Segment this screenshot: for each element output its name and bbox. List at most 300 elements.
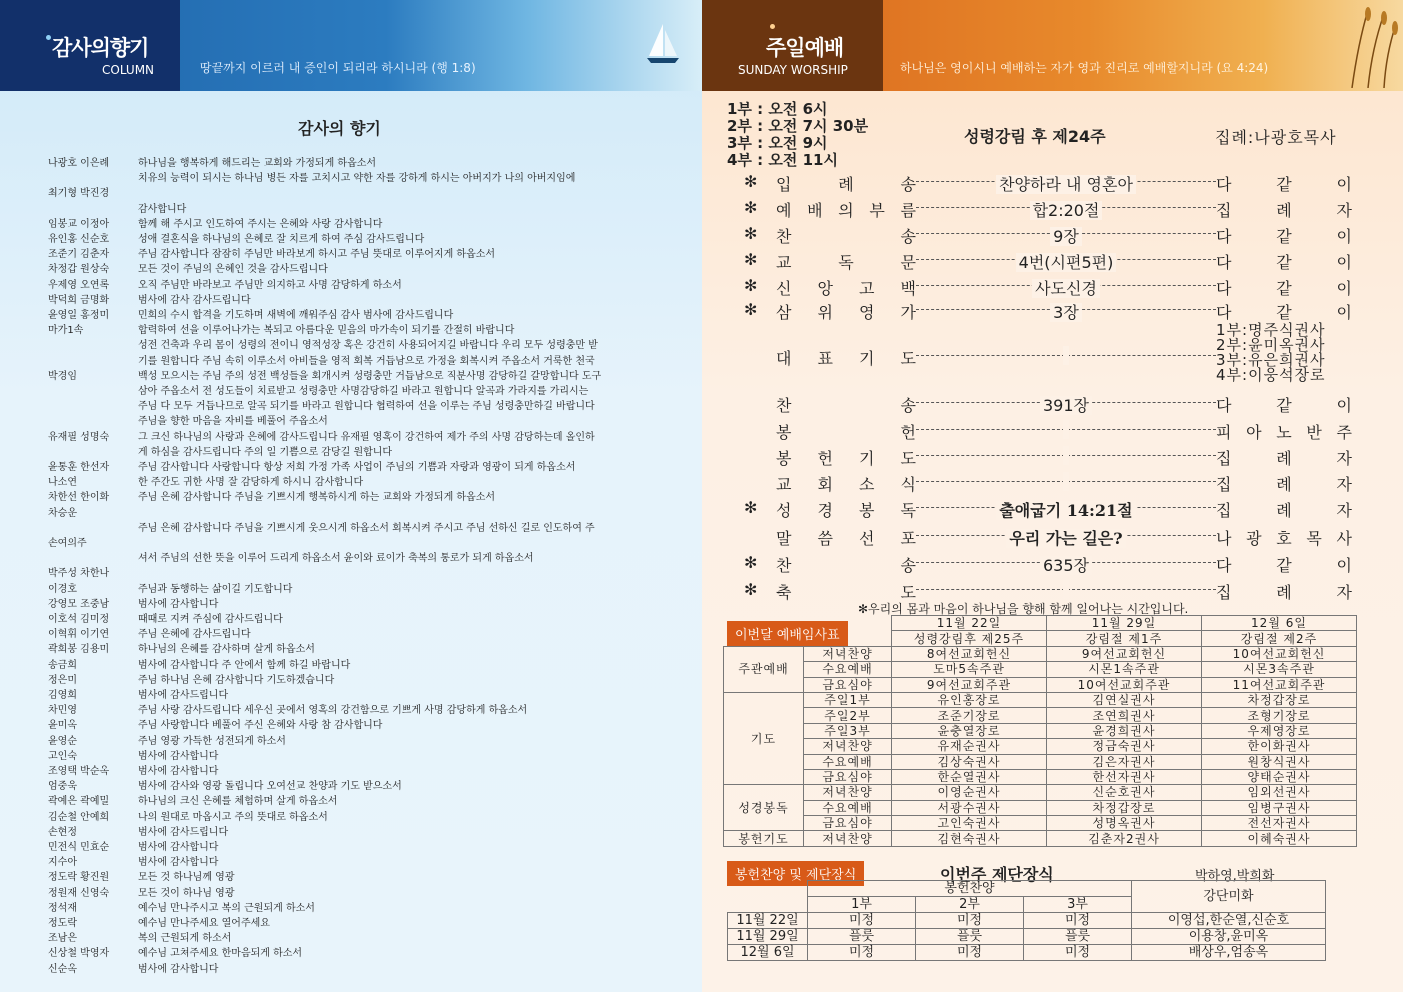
worship-subtitle: SUNDAY WORSHIP [738, 63, 848, 77]
order-name: 교 독 문 [776, 253, 916, 272]
giver-names: 송금희 [48, 659, 77, 671]
giver-names: 박주성 차한나 [48, 568, 110, 580]
thanks-message: 범사에 감사합니다 [138, 766, 219, 777]
giver-names: 조준기 김춘자 [48, 249, 110, 261]
order-content-wrap [916, 553, 1216, 576]
schedule-cell: 도마5속주관 [892, 662, 1047, 677]
thanks-message: 복의 근원되게 하소서 [138, 933, 232, 945]
giver-names: 신상철 박영자 [48, 948, 110, 960]
schedule-row [724, 677, 1357, 692]
schedule-cell: 조형기장로 [1202, 708, 1357, 723]
giver-names: 유재필 성명숙 [48, 431, 110, 443]
schedule-cell: 한선자권사 [1047, 769, 1202, 784]
column-title: 감사의향기 [52, 36, 149, 60]
flowers-cell: 플룻 [808, 929, 916, 945]
thanks-message: 셔서 주님의 선한 뜻을 이루어 드리게 하옵소서 윤이와 료이가 축복의 통로가 되게 하옵소서 [138, 553, 534, 565]
schedule-service: 금요심야 [804, 816, 892, 831]
schedule-group: 기도 [724, 692, 804, 784]
flowers-row [728, 945, 1326, 961]
flowers-names: 박하영,박희화 [1195, 869, 1275, 884]
thanks-message: 백성 모으시는 주님 주의 성전 백성들을 회개시켜 성령충만 거듭남으로 직분사명 감당하길 갈망합니다 도구 [138, 370, 602, 382]
schedule-cell: 유인홍장로 [892, 692, 1047, 707]
worship-badge [702, 0, 883, 91]
order-content: 391장 [1040, 396, 1092, 415]
schedule-cell: 조준기장로 [892, 708, 1047, 723]
schedule-date: 11월 29일 [1047, 616, 1202, 631]
flowers-table [727, 880, 1326, 961]
thanks-message: 나의 원대로 마옵시고 주의 뜻대로 하옵소서 [138, 811, 328, 823]
schedule-service: 저녁찬양 [804, 831, 892, 846]
flowers-cell: 미정 [916, 913, 1024, 929]
schedule-cell: 김은자권사 [1047, 754, 1202, 769]
order-person: 집 례 자 [1216, 201, 1352, 220]
schedule-cell: 고인숙권사 [892, 816, 1047, 831]
thanks-message: 범사에 감사합니다 [138, 750, 219, 762]
order-content [1063, 346, 1069, 365]
giver-names: 차정갑 원상숙 [48, 264, 110, 276]
giver-names: 나광호 이은례 [48, 158, 110, 169]
schedule-row [724, 692, 1357, 707]
giver-names: 이호석 김미정 [48, 614, 110, 625]
order-name: 봉 헌 [776, 423, 916, 442]
giver-names: 엄중욱 [48, 781, 77, 793]
thanks-message: 삼아 주옵소서 전 성도들이 치료받고 성령충만 사명감당하길 바라고 원합니다 알곡과 가라지를 가리시는 [138, 386, 589, 397]
order-content-wrap [916, 276, 1216, 299]
schedule-cell: 원창식권사 [1202, 754, 1357, 769]
order-person: 집 례 자 [1216, 501, 1352, 520]
thanks-message: 하나님의 크신 은혜를 체험하며 살게 하옵소서 [138, 796, 338, 808]
flowers-cell: 플룻 [916, 929, 1024, 945]
order-name: 대 표 기 도 [776, 349, 916, 368]
schedule-service: 주일3부 [804, 723, 892, 738]
thanks-message: 범사에 감사합니다 [138, 842, 219, 853]
flowers-cell: 플룻 [1024, 929, 1132, 945]
giver-names: 정도락 [48, 918, 77, 929]
thanks-message: 때때로 지켜 주심에 감사드립니다 [138, 614, 283, 625]
column-badge [0, 0, 180, 91]
service-time: 2부 : 오전 7시 30분 [727, 117, 869, 135]
star-icon: ✻ [744, 172, 758, 191]
schedule-tag: 이번달 예배임사표 [727, 621, 848, 646]
order-name: 찬 송 [776, 556, 916, 575]
order-content-wrap [916, 224, 1216, 247]
thanks-message: 예수님 만나주세요 열어주세요 [138, 918, 270, 929]
flowers-tag: 봉헌찬양 및 제단장식 [727, 861, 864, 886]
schedule-cell: 김춘자2권사 [1047, 831, 1202, 846]
schedule-date: 11월 22일 [892, 616, 1047, 631]
giver-names: 곽예은 곽예밀 [48, 796, 110, 808]
schedule-cell: 유재순권사 [892, 739, 1047, 754]
schedule-week: 강림절 제1주 [1047, 631, 1202, 646]
order-content-wrap [916, 580, 1216, 599]
order-content-wrap [916, 172, 1216, 195]
order-content: 9장 [1050, 227, 1082, 246]
giver-names: 손여의주 [48, 538, 87, 549]
order-content: 635장 [1040, 556, 1092, 575]
order-person: 집 례 자 [1216, 583, 1352, 602]
star-icon: ✻ [744, 580, 758, 599]
order-content: 사도신경 [1032, 279, 1100, 298]
schedule-row [724, 816, 1357, 831]
thanks-message: 예수님 만나주시고 복의 근원되게 하소서 [138, 902, 315, 914]
giver-names: 유인홍 신순호 [48, 234, 110, 245]
schedule-cell: 10여선교회주관 [1047, 677, 1202, 692]
column-header [0, 0, 702, 91]
officiant: 집례:나광호목사 [1215, 128, 1337, 147]
column-subtitle: COLUMN [102, 63, 155, 77]
order-row [740, 172, 1360, 194]
thanks-message: 범사에 감사합니다 [138, 963, 219, 975]
thanks-message: 예수님 고쳐주세요 한마음되게 하소서 [138, 948, 303, 960]
schedule-cell: 김상숙권사 [892, 754, 1047, 769]
schedule-week: 강림절 제2주 [1202, 631, 1357, 646]
schedule-group: 성경봉독 [724, 785, 804, 831]
order-row [740, 250, 1360, 272]
schedule-row [724, 831, 1357, 846]
column-heading: 감사의 향기 [298, 119, 381, 138]
flowers-title: 이번주 제단장식 [940, 865, 1054, 884]
schedule-week: 성령강림후 제25주 [892, 631, 1047, 646]
schedule-cell: 8여선교회헌신 [892, 646, 1047, 661]
schedule-cell: 이혜숙권사 [1202, 831, 1357, 846]
prayer-leader: 3부:유은희권사 [1216, 351, 1326, 369]
giver-names: 차민영 [48, 705, 77, 717]
schedule-date: 12월 6일 [1202, 616, 1357, 631]
thanks-message: 모든 것 하나님께 영광 [138, 872, 235, 884]
schedule-row [724, 785, 1357, 800]
worship-verse: 하나님은 영이시니 예배하는 자가 영과 진리로 예배할지니라 (요 4:24) [900, 61, 1269, 75]
flowers-deco: 이영섭,한순열,신순호 [1132, 913, 1326, 929]
thanks-message: 민희의 수시 합격을 기도하며 새벽에 깨워주심 감사 범사에 감사드립니다 [138, 310, 454, 321]
thanks-message: 모든 것이 하나님 영광 [138, 887, 235, 899]
giver-names: 조영택 박순옥 [48, 766, 110, 777]
service-time: 4부 : 오전 11시 [727, 151, 838, 169]
order-person: 다 같 이 [1216, 175, 1352, 194]
thanks-message: 범사에 감사합니다 [138, 598, 219, 610]
schedule-cell: 서광수권사 [892, 800, 1047, 815]
giver-names: 신순옥 [48, 963, 77, 975]
star-icon: ✻ [744, 250, 758, 269]
order-content: 합2:20절 [1030, 201, 1103, 220]
star-icon: ✻ [744, 498, 758, 517]
giver-names: 김순철 안예희 [48, 811, 110, 823]
star-icon: ✻ [744, 553, 758, 572]
schedule-row [724, 800, 1357, 815]
order-content-wrap [916, 346, 1216, 365]
service-time: 3부 : 오전 9시 [727, 134, 828, 152]
star-icon: ✻ [744, 224, 758, 243]
order-row [740, 580, 1360, 602]
flowers-cell: 미정 [1024, 913, 1132, 929]
schedule-cell: 차정갑장로 [1202, 692, 1357, 707]
order-content-wrap [916, 472, 1216, 491]
order-content: 출애굽기 14:21절 [996, 501, 1135, 520]
flowers-date: 11월 22일 [728, 913, 808, 929]
order-person: 다 같 이 [1216, 556, 1352, 575]
giver-names: 이경호 [48, 583, 77, 595]
schedule-service: 수요예배 [804, 754, 892, 769]
schedule-service: 주일1부 [804, 692, 892, 707]
order-row [740, 420, 1360, 442]
schedule-cell: 시몬3속주관 [1202, 662, 1357, 677]
order-row [740, 224, 1360, 246]
order-name: 신 앙 고 백 [776, 279, 916, 298]
thanks-message: 범사에 감사합니다 [138, 857, 219, 869]
thanks-message: 게 하심을 감사드립니다 주의 일 기쁨으로 감당길 원합니다 [138, 446, 393, 458]
thanks-message: 주님을 향한 마음을 자비를 베풀어 주옵소서 [138, 416, 328, 428]
order-content: 4번(시편5편) [1016, 253, 1117, 272]
star-icon: ✻ [744, 198, 758, 217]
schedule-cell: 우제영장로 [1202, 723, 1357, 738]
flowers-date: 12월 6일 [728, 945, 808, 961]
thanks-message: 하나님의 은혜를 감사하며 살게 하옵소서 [138, 644, 315, 656]
order-row [740, 300, 1360, 322]
order-row [740, 526, 1360, 548]
giver-names: 손현정 [48, 826, 77, 838]
stand-note: ✻우리의 몸과 마음이 하나님을 향해 함께 일어나는 시간입니다. [858, 602, 1189, 616]
thanks-message: 감사합니다 [138, 203, 187, 215]
dot-icon [46, 35, 51, 40]
order-name: 말 씀 선 포 [776, 529, 916, 548]
service-times [727, 101, 868, 169]
schedule-cell: 9여선교회헌신 [1047, 646, 1202, 661]
order-content-wrap [916, 300, 1216, 323]
flowers-part: 3부 [1024, 897, 1132, 913]
dot-icon [770, 24, 775, 29]
order-content-wrap [916, 420, 1216, 439]
order-name: 찬 송 [776, 396, 916, 415]
flowers-header-row [728, 881, 1326, 897]
order-row [740, 472, 1360, 494]
prayer-leader: 4부:이웅석장로 [1216, 366, 1326, 384]
schedule-cell: 한이화권사 [1202, 739, 1357, 754]
schedule-cell: 차정갑장로 [1047, 800, 1202, 815]
sailboat-icon [645, 22, 681, 66]
thanks-message: 그 크신 하나님의 사랑과 은혜에 감사드립니다 유재필 영혹이 강건하여 제가 주의 사명 감당하는데 올인하 [138, 431, 595, 443]
flowers-deco-header: 강단미화 [1132, 881, 1326, 913]
thanks-message: 범사에 감사합니다 주 안에서 함께 하길 바랍니다 [138, 659, 351, 671]
schedule-group: 주관예배 [724, 646, 804, 692]
schedule-cell: 10여선교회헌신 [1202, 646, 1357, 661]
thanks-message: 범사에 감사드립니다 [138, 826, 229, 838]
thanks-message: 기를 원합니다 주님 속히 이루소서 아비들을 영적 회복 거듭남으로 가정을 회복시켜 주옵소서 거룩한 천국 [138, 355, 595, 367]
schedule-cell: 전선자권사 [1202, 816, 1357, 831]
order-row [740, 446, 1360, 468]
schedule-row [724, 754, 1357, 769]
schedule-cell: 양태순권사 [1202, 769, 1357, 784]
order-person: 다 같 이 [1216, 303, 1352, 322]
order-name: 예 배 의 부 름 [776, 201, 916, 220]
order-row [740, 198, 1360, 220]
giver-names: 지수아 [48, 857, 77, 869]
giver-names: 곽희봉 김용미 [48, 644, 110, 656]
giver-names: 민전식 민효순 [48, 842, 110, 853]
order-person: 집 례 자 [1216, 475, 1352, 494]
thanks-message: 주님과 동행하는 삶이길 기도합니다 [138, 583, 293, 595]
order-content-wrap [916, 446, 1216, 465]
thanks-message: 합력하여 선을 이루어나가는 복되고 아름다운 믿음의 마가속이 되기를 간절히 바랍니다 [138, 325, 515, 337]
schedule-service: 금요심야 [804, 677, 892, 692]
schedule-service: 수요예배 [804, 662, 892, 677]
schedule-cell: 9여선교회주관 [892, 677, 1047, 692]
giver-names: 조남은 [48, 933, 77, 945]
giver-names: 정도락 황진원 [48, 872, 110, 884]
thanks-message: 주님 은혜 감사합니다 주님을 기쁘시게 웃으시게 하옵소서 회복시켜 주시고 주님 선하신 길로 인도하여 주 [138, 522, 595, 534]
giver-names: 최기형 박진경 [48, 188, 110, 200]
giver-names: 나소연 [48, 477, 77, 489]
thanks-message: 성애 결혼식을 하나님의 은혜로 잘 치르게 하여 주심 감사드립니다 [138, 234, 425, 245]
star-icon: ✻ [744, 300, 758, 319]
thanks-message: 하나님을 행복하게 해드리는 교회와 가정되게 하옵소서 [138, 158, 377, 169]
column-verse: 땅끝까지 이르러 내 증인이 되리라 하시니라 (행 1:8) [200, 61, 476, 75]
giver-names: 박경임 [48, 370, 77, 382]
worship-header [702, 0, 1403, 91]
order-content-wrap [916, 498, 1216, 521]
schedule-cell: 신순호권사 [1047, 785, 1202, 800]
giver-names: 박덕희 금명화 [48, 294, 110, 306]
order-content [1063, 580, 1069, 599]
schedule-cell: 임병구권사 [1202, 800, 1357, 815]
schedule-service: 수요예배 [804, 800, 892, 815]
schedule-row [724, 646, 1357, 661]
schedule-service: 저녁찬양 [804, 646, 892, 661]
giver-names: 차승운 [48, 507, 77, 519]
giver-names: 김영희 [48, 690, 77, 701]
order-content-wrap [916, 250, 1216, 273]
flowers-group-header: 봉헌찬양 [808, 881, 1132, 897]
order-person: 다 같 이 [1216, 279, 1352, 298]
schedule-row [724, 739, 1357, 754]
order-name: 입 례 송 [776, 175, 916, 194]
schedule-cell: 한순열권사 [892, 769, 1047, 784]
schedule-cell: 김연실권사 [1047, 692, 1202, 707]
giver-names: 마가1속 [48, 325, 84, 337]
schedule-cell: 윤충열장로 [892, 723, 1047, 738]
flowers-part: 2부 [916, 897, 1024, 913]
giver-names: 고인숙 [48, 750, 77, 762]
schedule-service: 금요심야 [804, 769, 892, 784]
thanks-message: 오직 주님만 바라보고 주님만 의지하고 사명 감당하게 하소서 [138, 279, 402, 291]
giver-names: 정은미 [48, 674, 77, 686]
thanks-message: 주님 은혜 감사합니다 주님을 기쁘시게 행복하시게 하는 교회와 가정되게 하옵소서 [138, 492, 496, 504]
giver-names: 윤통훈 한선자 [48, 462, 110, 473]
order-content [1063, 472, 1069, 491]
schedule-cell: 윤경희권사 [1047, 723, 1202, 738]
prayer-leaders [1216, 323, 1326, 383]
service-title: 성령강림 후 제24주 [964, 127, 1106, 146]
schedule-service: 저녁찬양 [804, 785, 892, 800]
order-name: 삼 위 영 가 [776, 303, 916, 322]
schedule-cell: 11여선교회주관 [1202, 677, 1357, 692]
thanks-message: 치유의 능력이 되시는 하나님 병든 자를 고치시고 약한 자를 강하게 하시는 아버지가 나의 아버지임에 [138, 173, 576, 185]
giver-names: 윤영순 [48, 735, 77, 747]
flowers-deco: 이용창,윤미옥 [1132, 929, 1326, 945]
thanks-message: 성전 건축과 우리 몸이 성령의 전이니 영적성장 혹은 강건히 사용되어지길 바랍니다 우리 모두 성령충만 받 [138, 340, 598, 352]
prayer-leader: 1부:명주식권사 [1216, 321, 1326, 339]
order-row [740, 553, 1360, 575]
order-content-wrap [916, 198, 1216, 221]
order-content: 3장 [1050, 303, 1082, 322]
giver-names: 정석재 [48, 902, 77, 914]
schedule-cell: 정금숙권사 [1047, 739, 1202, 754]
thanks-message: 주님 다 모두 거듭나므로 알곡 되기를 바라고 원합니다 협력하여 선을 이루는 주님 성령충만하길 바랍니다 [138, 401, 595, 413]
schedule-cell: 성명옥권사 [1047, 816, 1202, 831]
wheat-icon [1342, 4, 1400, 88]
order-name: 찬 송 [776, 227, 916, 246]
order-content: 찬양하라 내 영혼아 [996, 175, 1136, 194]
thanks-message: 주님 사랑 감사드립니다 세우신 곳에서 영혹의 강건함으로 기쁘게 사명 감당하게 하옵소서 [138, 705, 528, 717]
thanks-message: 범사에 감사 감사드립니다 [138, 294, 251, 306]
flowers-deco: 배상우,엄송옥 [1132, 945, 1326, 961]
thanks-message: 주님 감사합니다 잠잠히 주님만 바라보게 하시고 주님 뜻대로 이루어지게 하옵소서 [138, 249, 496, 261]
giver-names: 정원재 신영숙 [48, 887, 110, 899]
star-icon: ✻ [744, 276, 758, 295]
thanks-message: 주님 사랑합니다 베풀어 주신 은혜와 사랑 참 감사합니다 [138, 720, 383, 732]
schedule-row [724, 769, 1357, 784]
order-person: 다 같 이 [1216, 227, 1352, 246]
order-content [1063, 420, 1069, 439]
thanks-message: 주님 은혜에 감사드립니다 [138, 629, 251, 641]
schedule-cell: 이영순권사 [892, 785, 1047, 800]
order-content-wrap [916, 393, 1216, 416]
order-person: 다 같 이 [1216, 253, 1352, 272]
order-content-wrap [916, 526, 1216, 549]
order-row [740, 498, 1360, 520]
order-row [740, 276, 1360, 298]
giver-names: 임봉교 이정아 [48, 218, 110, 230]
flowers-cell: 미정 [1024, 945, 1132, 961]
thanks-message: 함께 해 주시고 인도하여 주시는 은혜와 사랑 감사합니다 [138, 218, 383, 230]
giver-names: 이혁휘 이기연 [48, 629, 110, 641]
schedule-cell: 김현숙권사 [892, 831, 1047, 846]
thanks-message: 모든 것이 주님의 은혜인 것을 감사드립니다 [138, 264, 328, 276]
flowers-cell: 미정 [808, 913, 916, 929]
order-person: 피 아 노 반 주 [1216, 423, 1352, 442]
flowers-cell: 미정 [808, 945, 916, 961]
giver-names: 차한선 한이화 [48, 492, 110, 504]
giver-names: 윤영일 홍정미 [48, 310, 110, 321]
schedule-row [724, 708, 1357, 723]
flowers-cell: 미정 [916, 945, 1024, 961]
flowers-part: 1부 [808, 897, 916, 913]
schedule-row [724, 723, 1357, 738]
worship-title: 주일예배 [766, 36, 844, 60]
schedule-service: 주일2부 [804, 708, 892, 723]
schedule-service: 저녁찬양 [804, 739, 892, 754]
service-time: 1부 : 오전 6시 [727, 100, 828, 118]
order-name: 성 경 봉 독 [776, 501, 916, 520]
order-name: 교 회 소 식 [776, 475, 916, 494]
thanks-message: 범사에 감사드립니다 [138, 690, 229, 701]
prayer-leader: 2부:윤미옥권사 [1216, 336, 1326, 354]
thanks-message: 범사에 감사와 영광 돌립니다 오여선교 찬양과 기도 받으소서 [138, 781, 402, 793]
schedule-cell: 임외선권사 [1202, 785, 1357, 800]
order-name: 축 도 [776, 583, 916, 602]
order-person: 다 같 이 [1216, 396, 1352, 415]
giver-names: 우제영 오연록 [48, 279, 110, 291]
schedule-cell: 시몬1속주관 [1047, 662, 1202, 677]
thanks-message: 한 주간도 귀한 사명 잘 감당하게 하시니 감사합니다 [138, 477, 364, 489]
flowers-row [728, 913, 1326, 929]
schedule-table [723, 615, 1357, 847]
thanks-message: 주님 영광 가득한 성전되게 하소서 [138, 735, 286, 747]
flowers-corner [728, 881, 808, 913]
schedule-cell: 조연희권사 [1047, 708, 1202, 723]
order-person: 집 례 자 [1216, 449, 1352, 468]
schedule-row [724, 662, 1357, 677]
order-name: 봉 헌 기 도 [776, 449, 916, 468]
order-content [1063, 446, 1069, 465]
